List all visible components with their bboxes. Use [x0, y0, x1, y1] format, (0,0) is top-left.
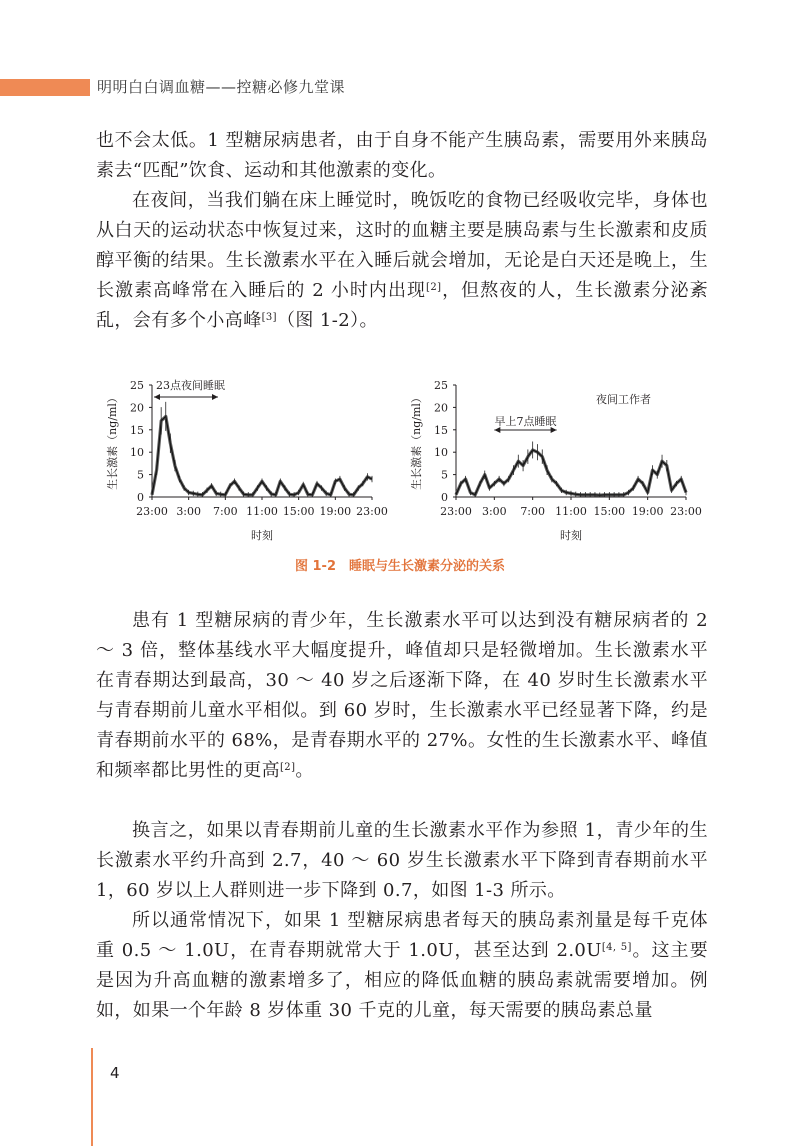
x-tick-label: 23:00: [670, 505, 702, 518]
x-axis-label: 时刻: [560, 529, 582, 542]
paragraph-2-text-a: 在夜间，当我们躺在床上睡觉时，晚饭吃的食物已经吸收完毕，身体也从白天的运动状态中恢复过来，这时的血糖主要是胰岛素与生长激素和皮质醇平衡的结果。生长激素水平在入睡后就会增加，无论是白天还是晚上，生长激素高峰常在入睡后的 2 小时内出现: [96, 190, 708, 301]
chart-title: 夜间工作者: [596, 393, 651, 406]
x-tick-label: 3:00: [176, 505, 202, 518]
paragraph-1: 也不会太低。1 型糖尿病患者，由于自身不能产生胰岛素，需要用外来胰岛素去“匹配”饮食、运动和其他激素的变化。: [96, 130, 708, 181]
chart-night-sleep: [105, 378, 388, 542]
paragraph-4: 换言之，如果以青春期前儿童的生长激素水平作为参照 1，青少年的生长激素水平约升高到 2.7，40 ～ 60 岁生长激素水平下降到青春期前水平 1，60 岁以上人群则进一步下降到 0.7，如图 1-3 所示。: [96, 820, 708, 901]
x-tick-label: 11:00: [555, 505, 587, 518]
paragraph-2-text-c: （图 1-2）。: [276, 310, 378, 331]
x-tick-label: 11:00: [246, 505, 278, 518]
y-tick-label: 5: [441, 468, 448, 482]
x-tick-label: 19:00: [319, 505, 352, 518]
chart-annotation: 23点夜间睡眠: [156, 379, 225, 392]
x-tick-label: 23:00: [440, 505, 472, 518]
figure-caption: 图 1-2 睡眠与生长激素分泌的关系: [294, 559, 505, 574]
x-tick-label: 15:00: [593, 505, 626, 518]
arrow-head-right: [212, 394, 218, 400]
citation-ref: [2]: [426, 282, 442, 293]
paragraph-2: [96, 186, 708, 336]
y-tick-label: 25: [130, 379, 144, 392]
x-tick-label: 7:00: [520, 505, 546, 518]
paragraph-3: [96, 606, 708, 786]
x-tick-label: 15:00: [282, 505, 315, 518]
footer-accent-line: [91, 1048, 93, 1146]
y-tick-label: 10: [434, 446, 448, 460]
citation-ref: [3]: [261, 312, 277, 323]
x-axis-label: 时刻: [251, 529, 273, 542]
y-tick-label: 5: [137, 468, 144, 482]
x-tick-label: 19:00: [631, 505, 664, 518]
header-accent-bar: [0, 79, 90, 96]
y-tick-label: 20: [434, 401, 448, 415]
y-tick-label: 10: [130, 446, 144, 460]
paragraph-3-text-b: 。: [295, 760, 314, 781]
paragraph-2-text-b: ，但熬夜的人，生长激素分泌紊乱，会有多个小高峰: [96, 280, 708, 331]
citation-ref: [2]: [280, 762, 296, 773]
y-tick-label: 0: [441, 491, 448, 504]
y-tick-label: 15: [434, 423, 448, 437]
x-tick-label: 3:00: [481, 505, 507, 518]
paragraph-5-text-a: 所以通常情况下，如果 1 型糖尿病患者每天的胰岛素剂量是每千克体重 0.5 ～ 1.0U，在青春期就常大于 1.0U，甚至达到 2.0U: [96, 910, 708, 961]
paragraph-5: [96, 906, 708, 1026]
figure-charts: [96, 373, 708, 548]
figure-1-2: [96, 373, 708, 548]
paragraph-3-text-a: 患有 1 型糖尿病的青少年，生长激素水平可以达到没有糖尿病者的 2 ～ 3 倍，整体基线水平大幅度提升，峰值却只是轻微增加。生长激素水平在青春期达到最高，30 ～ 40 岁之后逐渐下降，在 40 岁时生长激素水平与青春期前儿童水平相似。到 60 岁时，生长激素水平已经显著下降，约是青春期前水平的 68%，是青春期水平的 27%。女性的生长激素水平、峰值和频率都比男性的更高: [96, 610, 708, 781]
y-axis-label: 生长激素（ng/ml）: [410, 392, 423, 490]
citation-ref: [4, 5]: [601, 942, 632, 953]
y-axis-label: 生长激素（ng/ml）: [106, 392, 119, 490]
y-tick-label: 15: [130, 423, 144, 437]
arrow-head-left: [154, 394, 160, 400]
x-tick-label: 7:00: [212, 505, 238, 518]
x-tick-label: 23:00: [356, 505, 388, 518]
page-number: 4: [110, 1064, 120, 1082]
paragraph-5-text-b: 。这主要是因为升高血糖的激素增多了，相应的降低血糖的胰岛素就需要增加。例如，如果一个年龄 8 岁体重 30 千克的儿童，每天需要的胰岛素总量: [96, 940, 708, 1021]
y-tick-label: 20: [130, 401, 144, 415]
running-header-title: 明明白白调血糖——控糖必修九堂课: [97, 78, 346, 96]
chart-annotation: 早上7点睡眠: [494, 415, 557, 428]
x-tick-label: 23:00: [136, 505, 168, 518]
y-tick-label: 25: [434, 379, 448, 392]
chart-night-worker: [409, 379, 702, 542]
y-tick-label: 0: [137, 491, 144, 504]
